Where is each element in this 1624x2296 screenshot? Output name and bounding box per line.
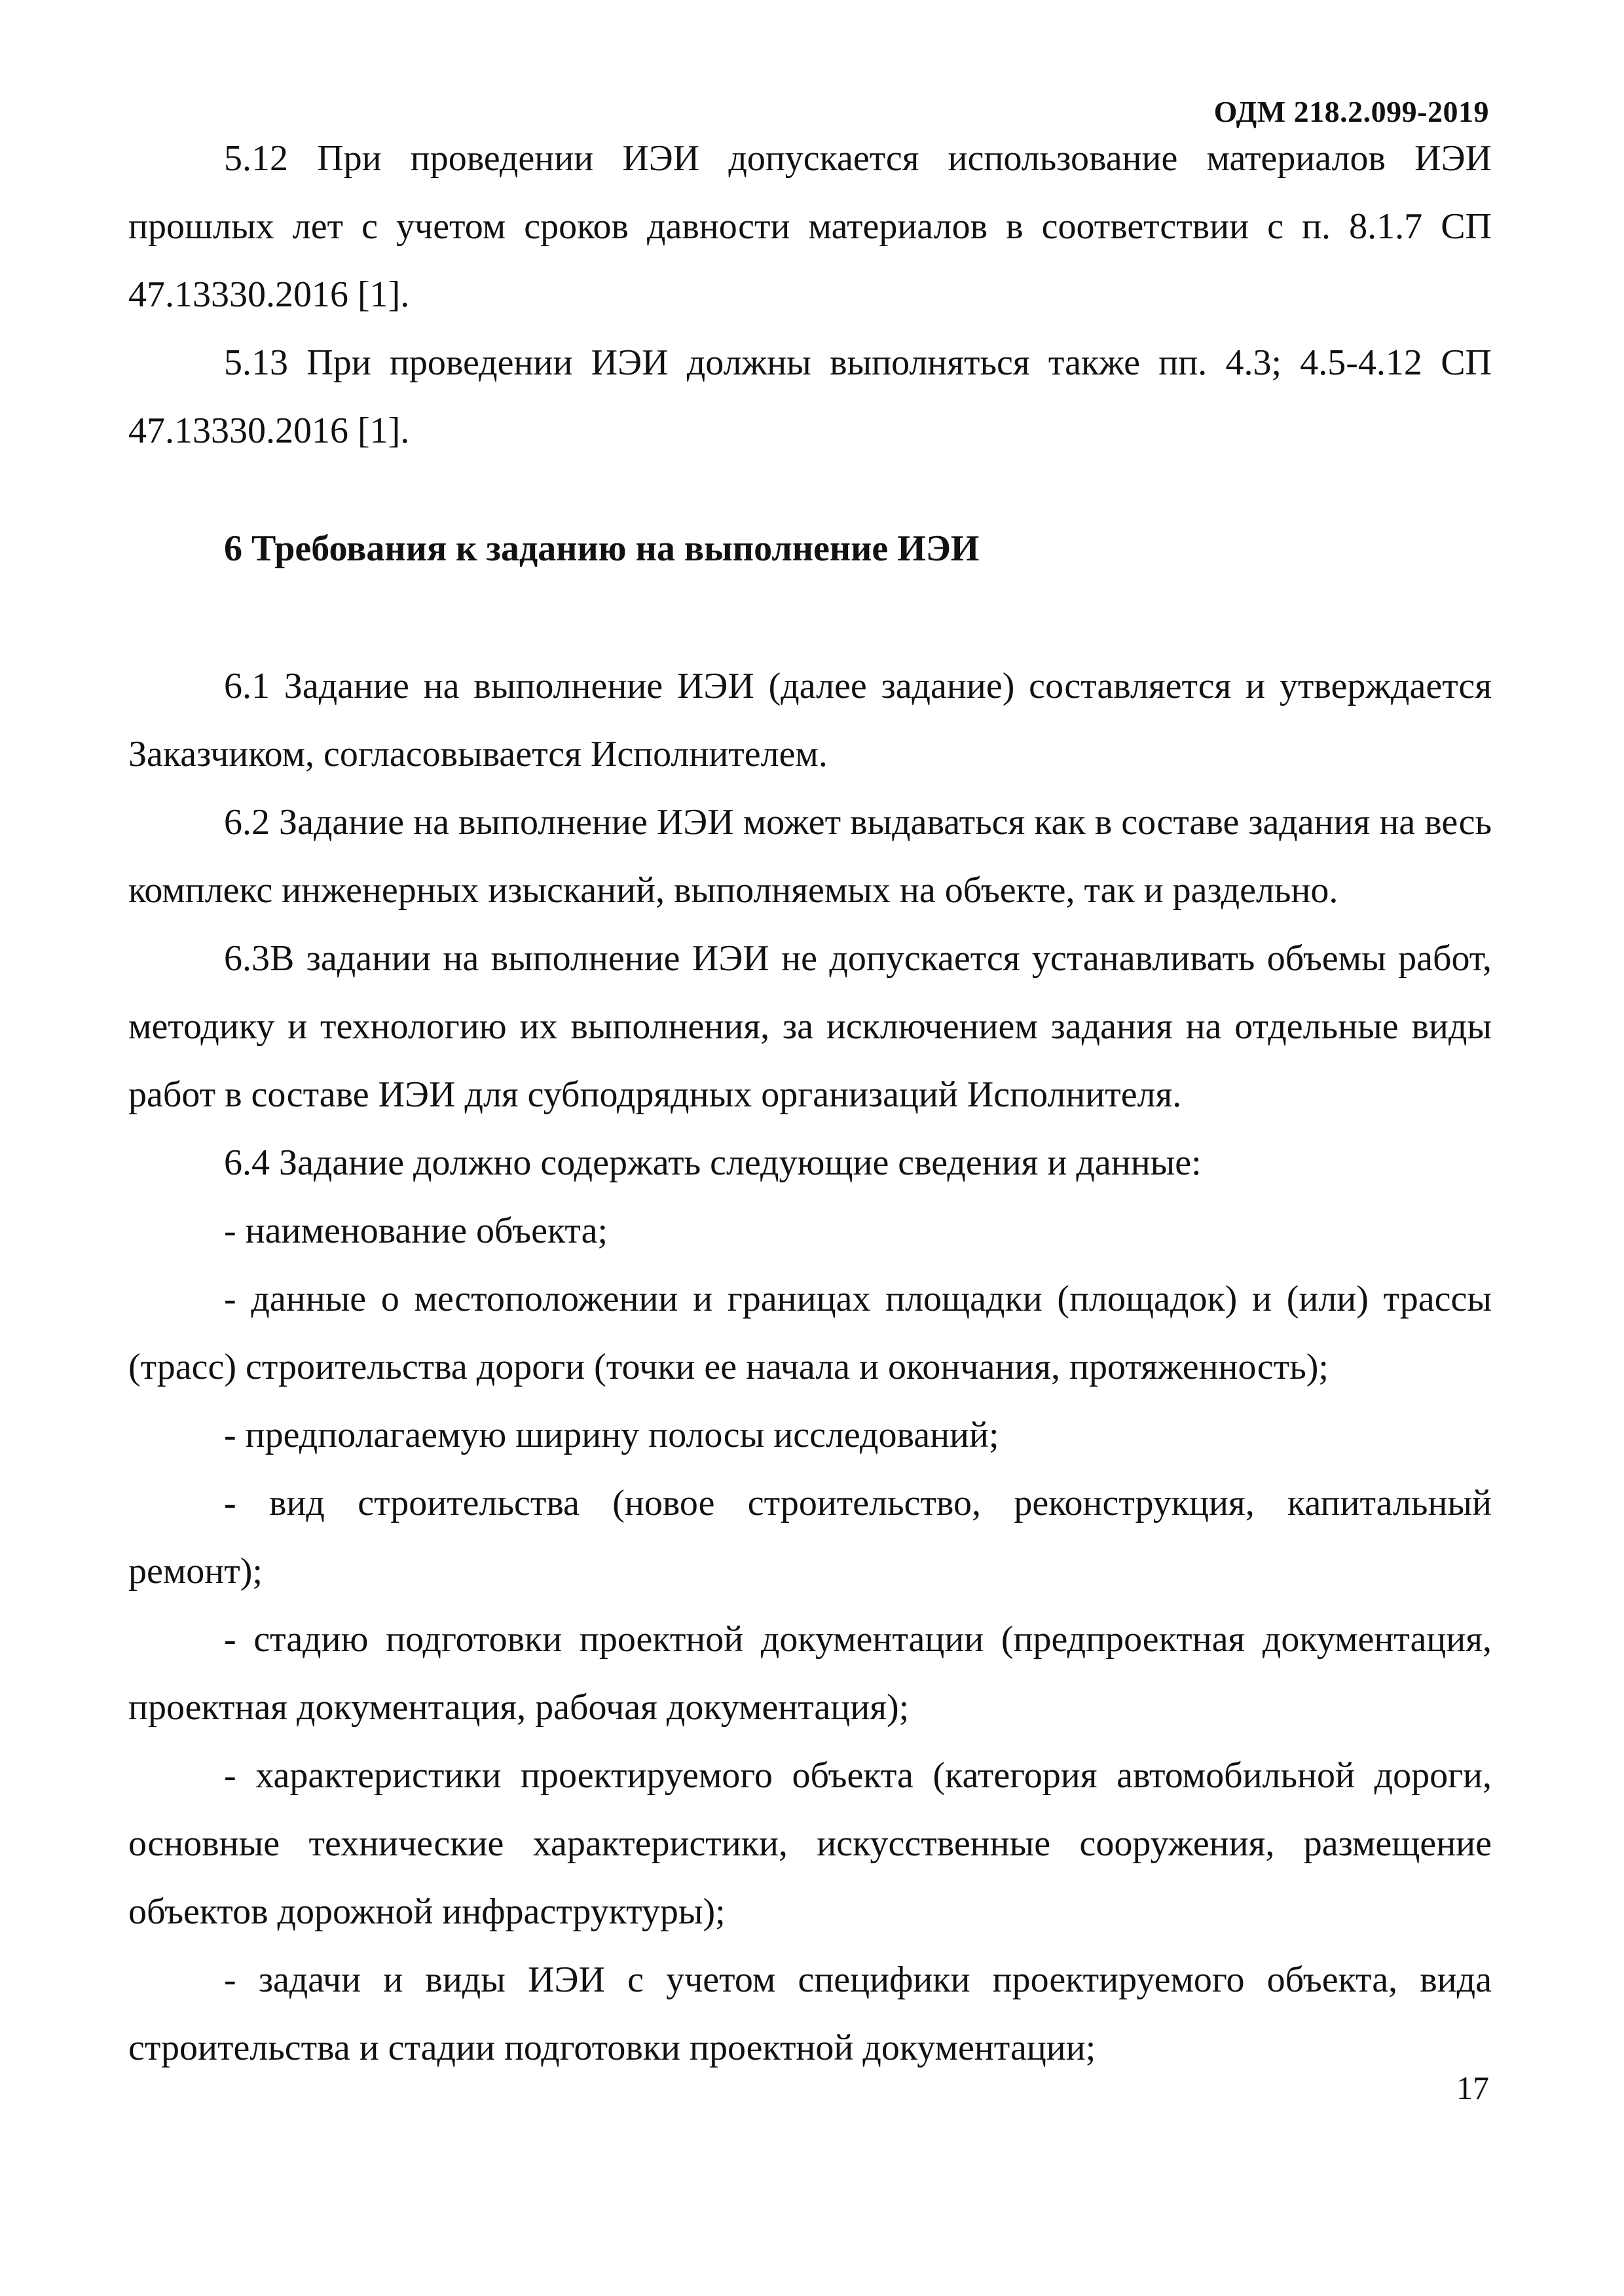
paragraph-5-13: 5.13 При проведении ИЭИ должны выполняться также пп. 4.3; 4.5-4.12 СП 47.13330.2016 [1]. (128, 342, 1492, 451)
paragraph-6-4: 6.4 Задание должно содержать следующие сведения и данные: (224, 1142, 1202, 1183)
list-item: - стадию подготовки проектной документации (предпроектная документация, проектная документация, рабочая документация); (128, 1619, 1492, 1728)
list-item: - характеристики проектируемого объекта (категория автомобильной дороги, основные технические характеристики, искусственные сооружения, размещение объектов дорожной инфраструктуры); (128, 1755, 1492, 1932)
paragraphs-section-6 (128, 652, 1492, 2082)
paragraph-6-1: 6.1 Задание на выполнение ИЭИ (далее задание) составляется и утверждается Заказчиком, согласовывается Исполнителем. (128, 666, 1492, 774)
list-item: - задачи и виды ИЭИ с учетом специфики проектируемого объекта, вида строительства и стадии подготовки проектной документации; (128, 1959, 1492, 2068)
list-item: - данные о местоположении и границах площадки (площадок) и (или) трассы (трасс) строительства дороги (точки ее начала и окончания, протяженность); (128, 1279, 1492, 1387)
section-heading: 6 Требования к заданию на выполнение ИЭИ (224, 528, 980, 569)
paragraph-5-12: 5.12 При проведении ИЭИ допускается использование материалов ИЭИ прошлых лет с учетом сроков давности материалов в соответствии с п. 8.1.7 СП 47.13330.2016 [1]. (128, 138, 1492, 315)
paragraph-6-2: 6.2 Задание на выполнение ИЭИ может выдаваться как в составе задания на весь комплекс инженерных изысканий, выполняемых на объекте, так и раздельно. (128, 802, 1492, 911)
list-item: - предполагаемую ширину полосы исследований; (224, 1415, 999, 1455)
list-item: - вид строительства (новое строительство, реконструкция, капитальный ремонт); (128, 1483, 1492, 1592)
list-item: - наименование объекта; (224, 1211, 608, 1251)
paragraph-6-3: 6.3В задании на выполнение ИЭИ не допускается устанавливать объемы работ, методику и технологию их выполнения, за исключением задания на отдельные виды работ в составе ИЭИ для субподрядных организаций Исполнителя. (128, 938, 1492, 1115)
paragraphs-section-5 (128, 124, 1492, 465)
page-number: 17 (1456, 2069, 1489, 2106)
document-code: ОДМ 218.2.099-2019 (1213, 95, 1489, 128)
